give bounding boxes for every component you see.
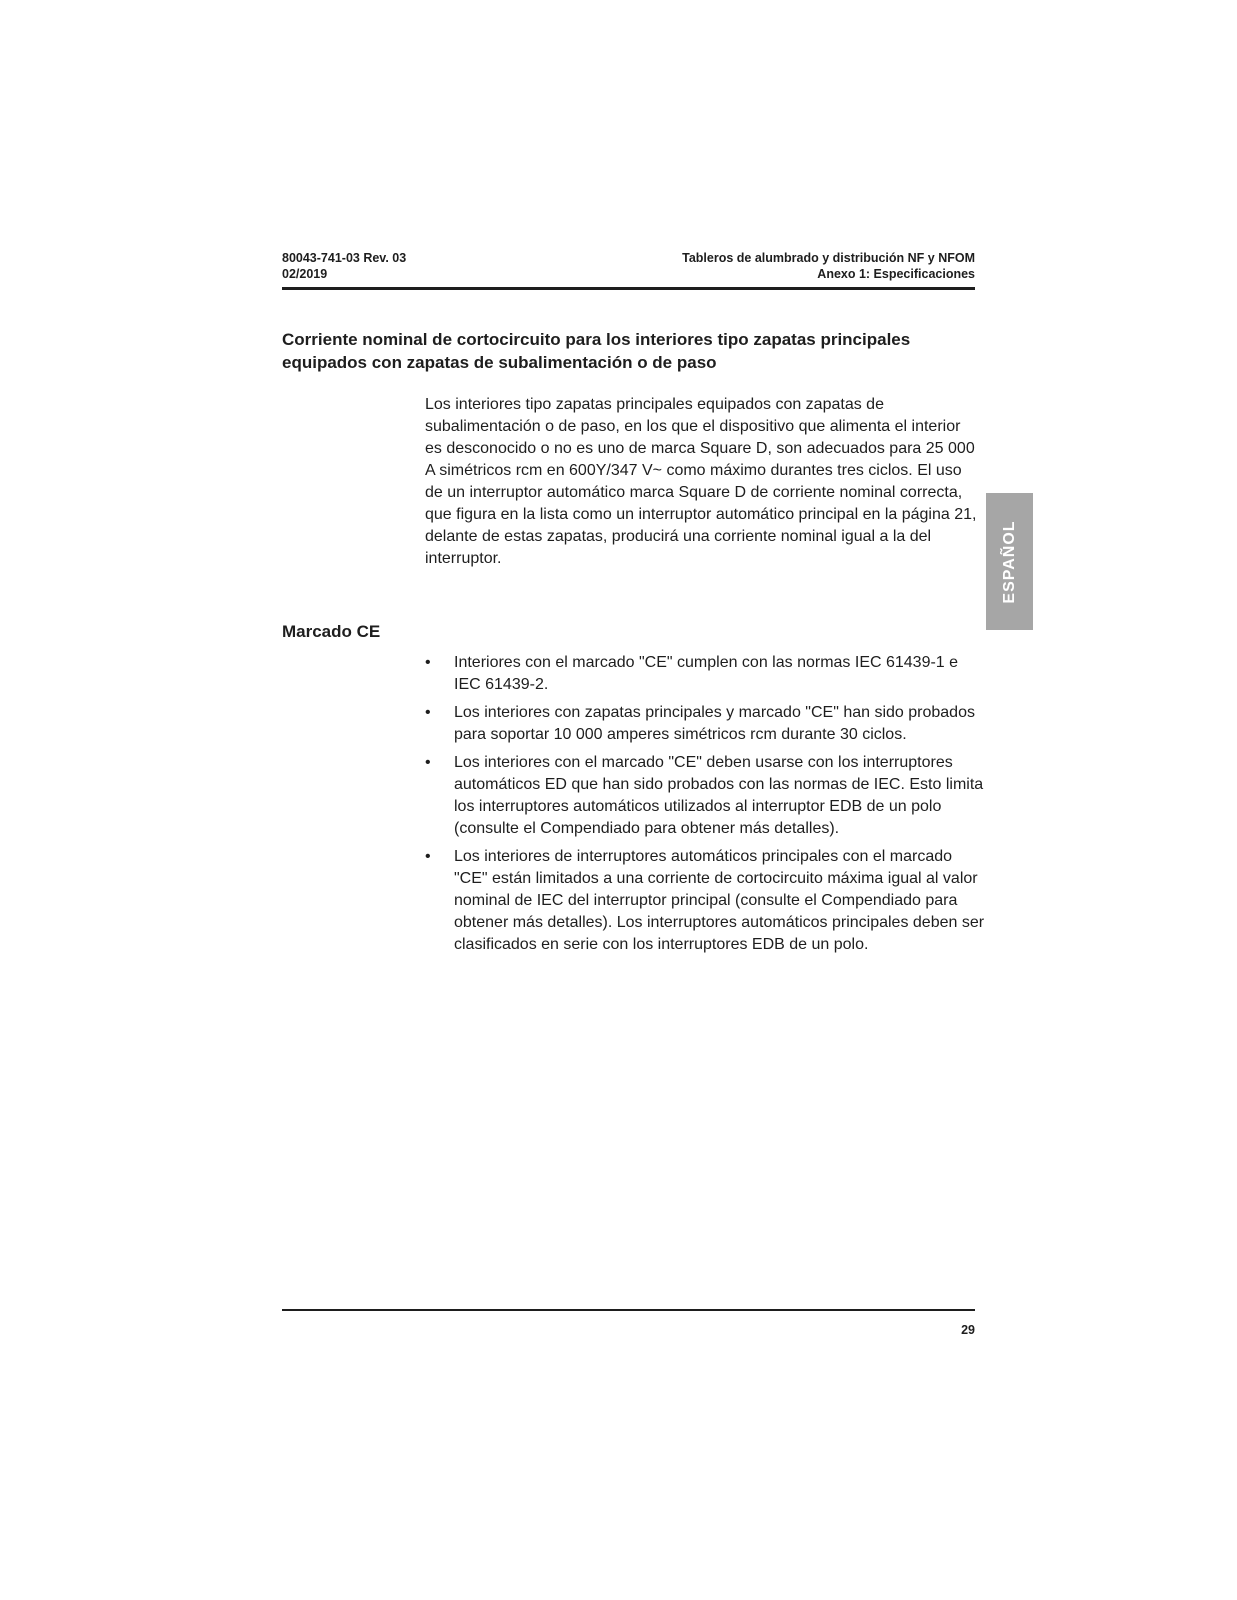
bullet-icon: •	[425, 704, 431, 721]
document-date: 02/2019	[282, 267, 328, 281]
list-item	[425, 752, 985, 840]
list-item	[425, 652, 985, 696]
footer-divider	[282, 1309, 975, 1311]
page-number: 29	[961, 1323, 975, 1337]
list-item-text: Los interiores con el marcado "CE" deben usarse con los interruptores automáticos ED que han sido probados con las normas de IEC. Esto limita los interruptores automáticos utilizados al interruptor EDB de un polo (consulte el Compendiado para obtener más detalles).	[454, 754, 984, 837]
document-title: Tableros de alumbrado y distribución NF y NFOM	[682, 251, 975, 265]
header-divider	[282, 287, 975, 290]
section-heading-line-2: equipados con zapatas de subalimentación o de paso	[282, 353, 717, 372]
bullet-icon: •	[425, 848, 431, 865]
section-heading-ce-marking: Marcado CE	[282, 622, 381, 641]
section-heading-line-1: Corriente nominal de cortocircuito para los interiores tipo zapatas principales	[282, 330, 911, 349]
document-title-block	[682, 250, 975, 282]
document-number: 80043-741-03 Rev. 03	[282, 251, 407, 265]
short-circuit-paragraph: Los interiores tipo zapatas principales equipados con zapatas de subalimentación o de paso, en los que el dispositivo que alimenta el interior es desconocido o no es uno de marca Square D, son adecuados para 25 000 A simétricos rcm en 600Y/347 V~ como máximo durantes tres ciclos. El uso de un interruptor automático marca Square D de corriente nominal correcta, que figura en la lista como un interruptor automático principal en la página 21, delante de estas zapatas, producirá una corriente nominal igual a la del interruptor.	[425, 396, 977, 567]
document-subtitle: Anexo 1: Especificaciones	[817, 267, 975, 281]
language-tab-label: ESPAÑOL	[1000, 519, 1018, 604]
list-item-text: Interiores con el marcado "CE" cumplen con las normas IEC 61439-1 e IEC 61439-2.	[454, 654, 959, 693]
list-item-text: Los interiores de interruptores automáticos principales con el marcado "CE" están limitados a una corriente de cortocircuito máxima igual al valor nominal de IEC del interruptor principal (consulte el Compendiado para obtener más detalles). Los interruptores automáticos principales deben ser clasificados en serie con los interruptores EDB de un polo.	[454, 848, 985, 953]
ce-marking-list	[425, 652, 985, 962]
document-info	[282, 250, 406, 282]
list-item-text: Los interiores con zapatas principales y marcado "CE" han sido probados para soportar 10 000 amperes simétricos rcm durante 30 ciclos.	[454, 704, 975, 743]
bullet-icon: •	[425, 754, 431, 771]
list-item	[425, 846, 985, 956]
list-item	[425, 702, 985, 746]
section-heading-short-circuit	[282, 328, 982, 374]
bullet-icon: •	[425, 654, 431, 671]
language-tab	[986, 493, 1033, 630]
